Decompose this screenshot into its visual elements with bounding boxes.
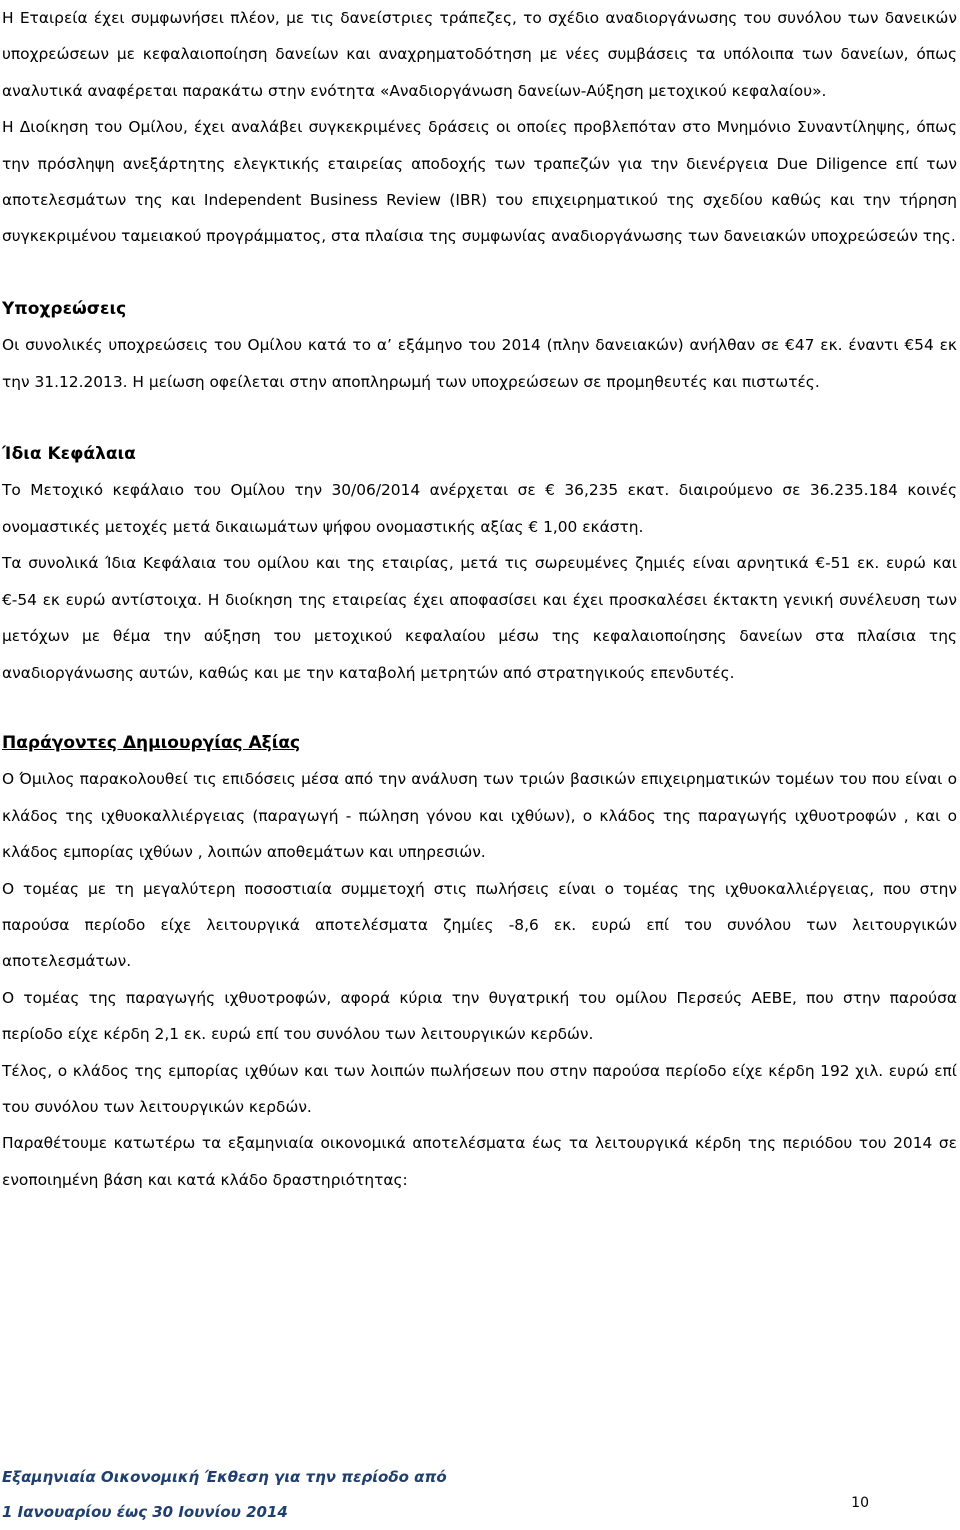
paragraph-liabilities: Οι συνολικές υποχρεώσεις του Ομίλου κατά το α’ εξάμηνο του 2014 (πλην δανειακών) ανήλθαν σε €47 εκ. έναντι €54 εκ την 31.12.2013. Η μείωση οφείλεται στην αποπληρωμή των υποχρεώσεων σε προμηθευτές και πιστωτές. <box>2 336 957 391</box>
paragraph-restructuring-agreement: Η Εταιρεία έχει συμφωνήσει πλέον, με τις δανείστριες τράπεζες, το σχέδιο αναδιοργάνωσης του συνόλου των δανεικών υποχρεώσεων με κεφαλαιοποίηση δανείων και αναχρηματοδότηση με νέες συμβάσεις τα υπόλοιπα των δανείων, όπως αναλυτικά αναφέρεται παρακάτω στην ενότητα «Αναδιοργάνωση δανείων-Αύξηση μετοχικού κεφαλαίου». <box>2 9 957 100</box>
paragraph-total-equity: Τα συνολικά Ίδια Κεφάλαια του ομίλου και της εταιρίας, μετά τις σωρευμένες ζημιές είναι αρνητικά €-51 εκ. ευρώ και €-54 εκ ευρώ αντίστοιχα. Η διοίκηση της εταιρείας έχει αποφασίσει και έχει προσκαλέσει έκτακτη γενική συνέλευση των μετόχων με θέμα την αύξηση του μετοχικού κεφαλαίου μέσω της κεφαλαιοποίησης δανείων στα πλαίσια της αναδιοργάνωσης αυτών, καθώς και με την καταβολή μετρητών από στρατηγικούς επενδυτές. <box>2 554 957 682</box>
spacer <box>2 691 957 725</box>
paragraph-fish-feed: Ο τομέας της παραγωγής ιχθυοτροφών, αφορά κύρια την θυγατρική του ομίλου Περσεύς ΑΕΒΕ, που στην παρούσα περίοδο είχε κέρδη 2,1 εκ. ευρώ επί του συνόλου των λειτουργικών κερδών. <box>2 988 957 1044</box>
heading-value-drivers: Παράγοντες Δημιουργίας Αξίας <box>2 732 301 753</box>
paragraph-trading: Τέλος, ο κλάδος της εμπορίας ιχθύων και των λοιπών πωλήσεων που στην παρούσα περίοδο είχε κέρδη 192 χιλ. ευρώ επί του συνόλου των λειτουργικών κερδών. <box>2 1061 957 1116</box>
heading-liabilities: Υποχρεώσεις <box>2 298 127 319</box>
page-number: 10 <box>851 1495 869 1511</box>
paragraph-business-segments: Ο Όμιλος παρακολουθεί τις επιδόσεις μέσα από την ανάλυση των τριών βασικών επιχειρηματικών τομέων του που είναι ο κλάδος της ιχθυοκαλλιέργειας (παραγωγή - πώληση γόνου και ιχθύων), ο κλάδος της παραγωγής ιχθυοτροφών , και ο κλάδος εμπορίας ιχθύων , λοιπών αποθεμάτων και υπηρεσιών. <box>2 770 957 862</box>
paragraph-fish-farming: Ο τομέας με τη μεγαλύτερη ποσοστιαία συμμετοχή στις πωλήσεις είναι ο τομέας της ιχθυοκαλλιέργειας, που στην παρούσα περίοδο είχε λειτουργικά αποτελέσματα ζημίες -8,6 εκ. ευρώ επί του συνόλου των λειτουργικών αποτελεσμάτων. <box>2 879 957 971</box>
spacer <box>2 400 957 436</box>
footer-report-period: 1 Ιανουαρίου έως 30 Ιουνίου 2014 <box>2 1503 288 1521</box>
page-footer <box>2 1460 957 1530</box>
paragraph-management-actions: Η Διοίκηση του Ομίλου, έχει αναλάβει συγκεκριμένες δράσεις οι οποίες προβλεπόταν στο Μνημόνιο Συναντίληψης, όπως την πρόσληψη ανεξάρτητης ελεγκτικής εταιρείας αποδοχής των τραπεζών για την διενέργεια Due Diligence επί των αποτελεσμάτων της και Independent Business Review (IBR) του επιχειρηματικού της σχεδίου καθώς και την τήρηση συγκεκριμένου ταμειακού προγράμματος, στα πλαίσια της συμφωνίας αναδιοργάνωσης των δανειακών υποχρεώσεών της. <box>2 118 957 246</box>
spacer <box>2 255 957 291</box>
paragraph-share-capital: Το Μετοχικό κεφάλαιο του Ομίλου την 30/06/2014 ανέρχεται σε € 36,235 εκατ. διαιρούμενο σε 36.235.184 κοινές ονομαστικές μετοχές μετά δικαιωμάτων ψήφου ονομαστικής αξίας € 1,00 εκάστη. <box>2 481 957 536</box>
footer-report-title: Εξαμηνιαία Οικονομική Έκθεση για την περίοδο από <box>2 1468 447 1486</box>
paragraph-results-intro: Παραθέτουμε κατωτέρω τα εξαμηνιαία οικονομικά αποτελέσματα έως τα λειτουργικά κέρδη της περιόδου του 2014 σε ενοποιημένη βάση και κατά κλάδο δραστηριότητας: <box>2 1134 957 1189</box>
heading-equity: Ίδια Κεφάλαια <box>2 444 136 465</box>
